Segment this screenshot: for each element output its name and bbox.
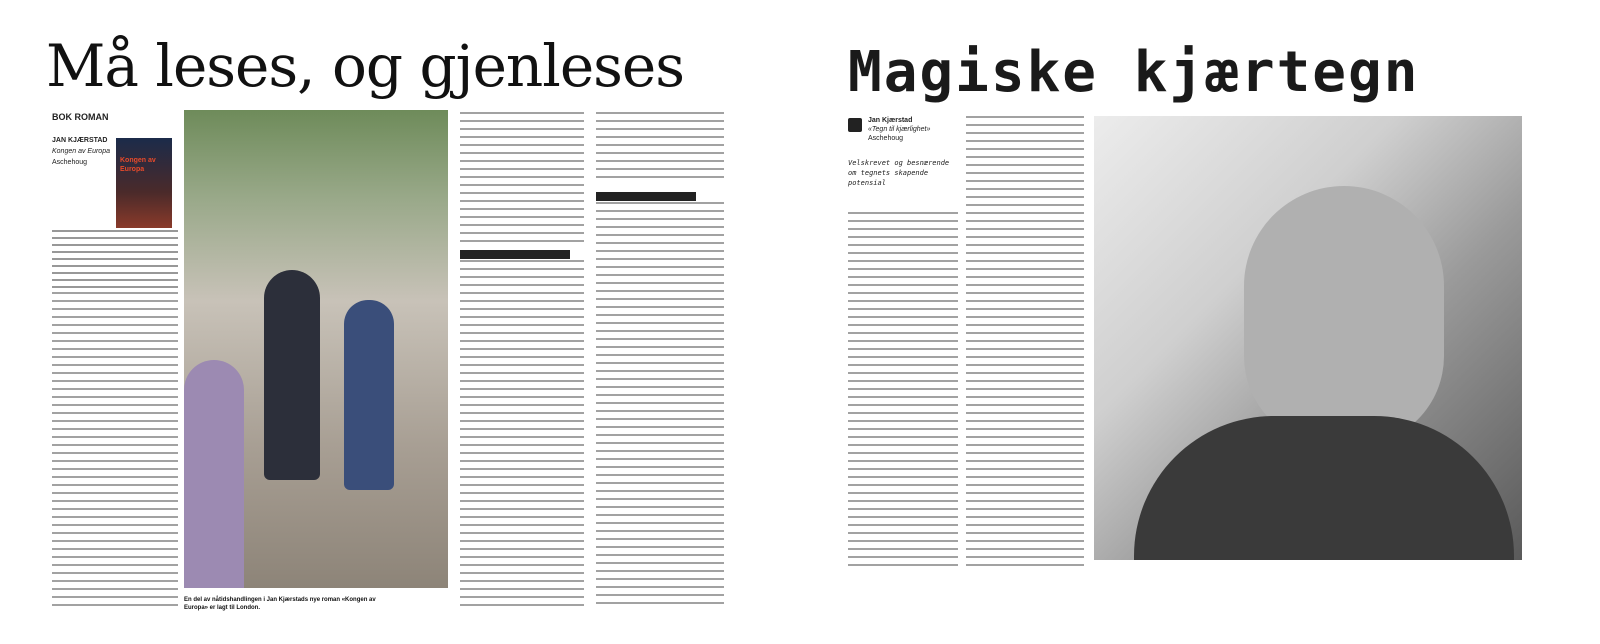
portrait-photo	[1094, 116, 1522, 560]
left-headline: Må leses, og gjenleses	[46, 32, 685, 100]
foreground-figure	[184, 360, 244, 588]
body-column-2a	[460, 112, 584, 242]
book-cover-image	[116, 138, 172, 228]
body-column-3b	[596, 202, 724, 610]
woman-figure	[344, 300, 394, 490]
street-photo	[184, 110, 448, 588]
body-column-2b	[460, 260, 584, 610]
review-book-title: Kongen av Europa	[52, 148, 110, 155]
shoulders-figure	[1134, 416, 1514, 560]
left-article-clipping	[38, 30, 738, 614]
face-figure	[1244, 186, 1444, 446]
right-author: Jan Kjærstad	[868, 117, 913, 124]
right-headline: Magiske kjærtegn	[848, 40, 1420, 105]
review-info-right	[868, 116, 968, 143]
body-column-3a	[596, 112, 724, 182]
right-book-title: «Tegn til kjærlighet»	[868, 126, 931, 133]
right-body-column-1	[848, 212, 958, 572]
man-figure	[264, 270, 320, 480]
section-label: BOK ROMAN	[52, 112, 109, 122]
review-author: JAN KJÆRSTAD	[52, 137, 108, 144]
right-publisher: Aschehoug	[868, 135, 904, 142]
body-column-1	[52, 292, 178, 612]
intro-text	[52, 230, 178, 290]
book-icon	[848, 118, 862, 132]
subhead-bar-2	[596, 192, 696, 201]
right-ingress: Velskrevet og besnærende om tegnets skapende potensial	[848, 159, 950, 187]
book-cover-title: Kongen av Europa	[120, 157, 156, 173]
review-publisher: Aschehoug	[52, 159, 88, 166]
subhead-bar-1	[460, 250, 570, 259]
right-body-column-2	[966, 116, 1084, 572]
right-article-clipping	[848, 40, 1560, 580]
photo-caption: En del av nåtidshandlingen i Jan Kjærstads nye roman «Kongen av Europa» er lagt til London.	[184, 597, 376, 611]
review-info	[52, 136, 112, 167]
